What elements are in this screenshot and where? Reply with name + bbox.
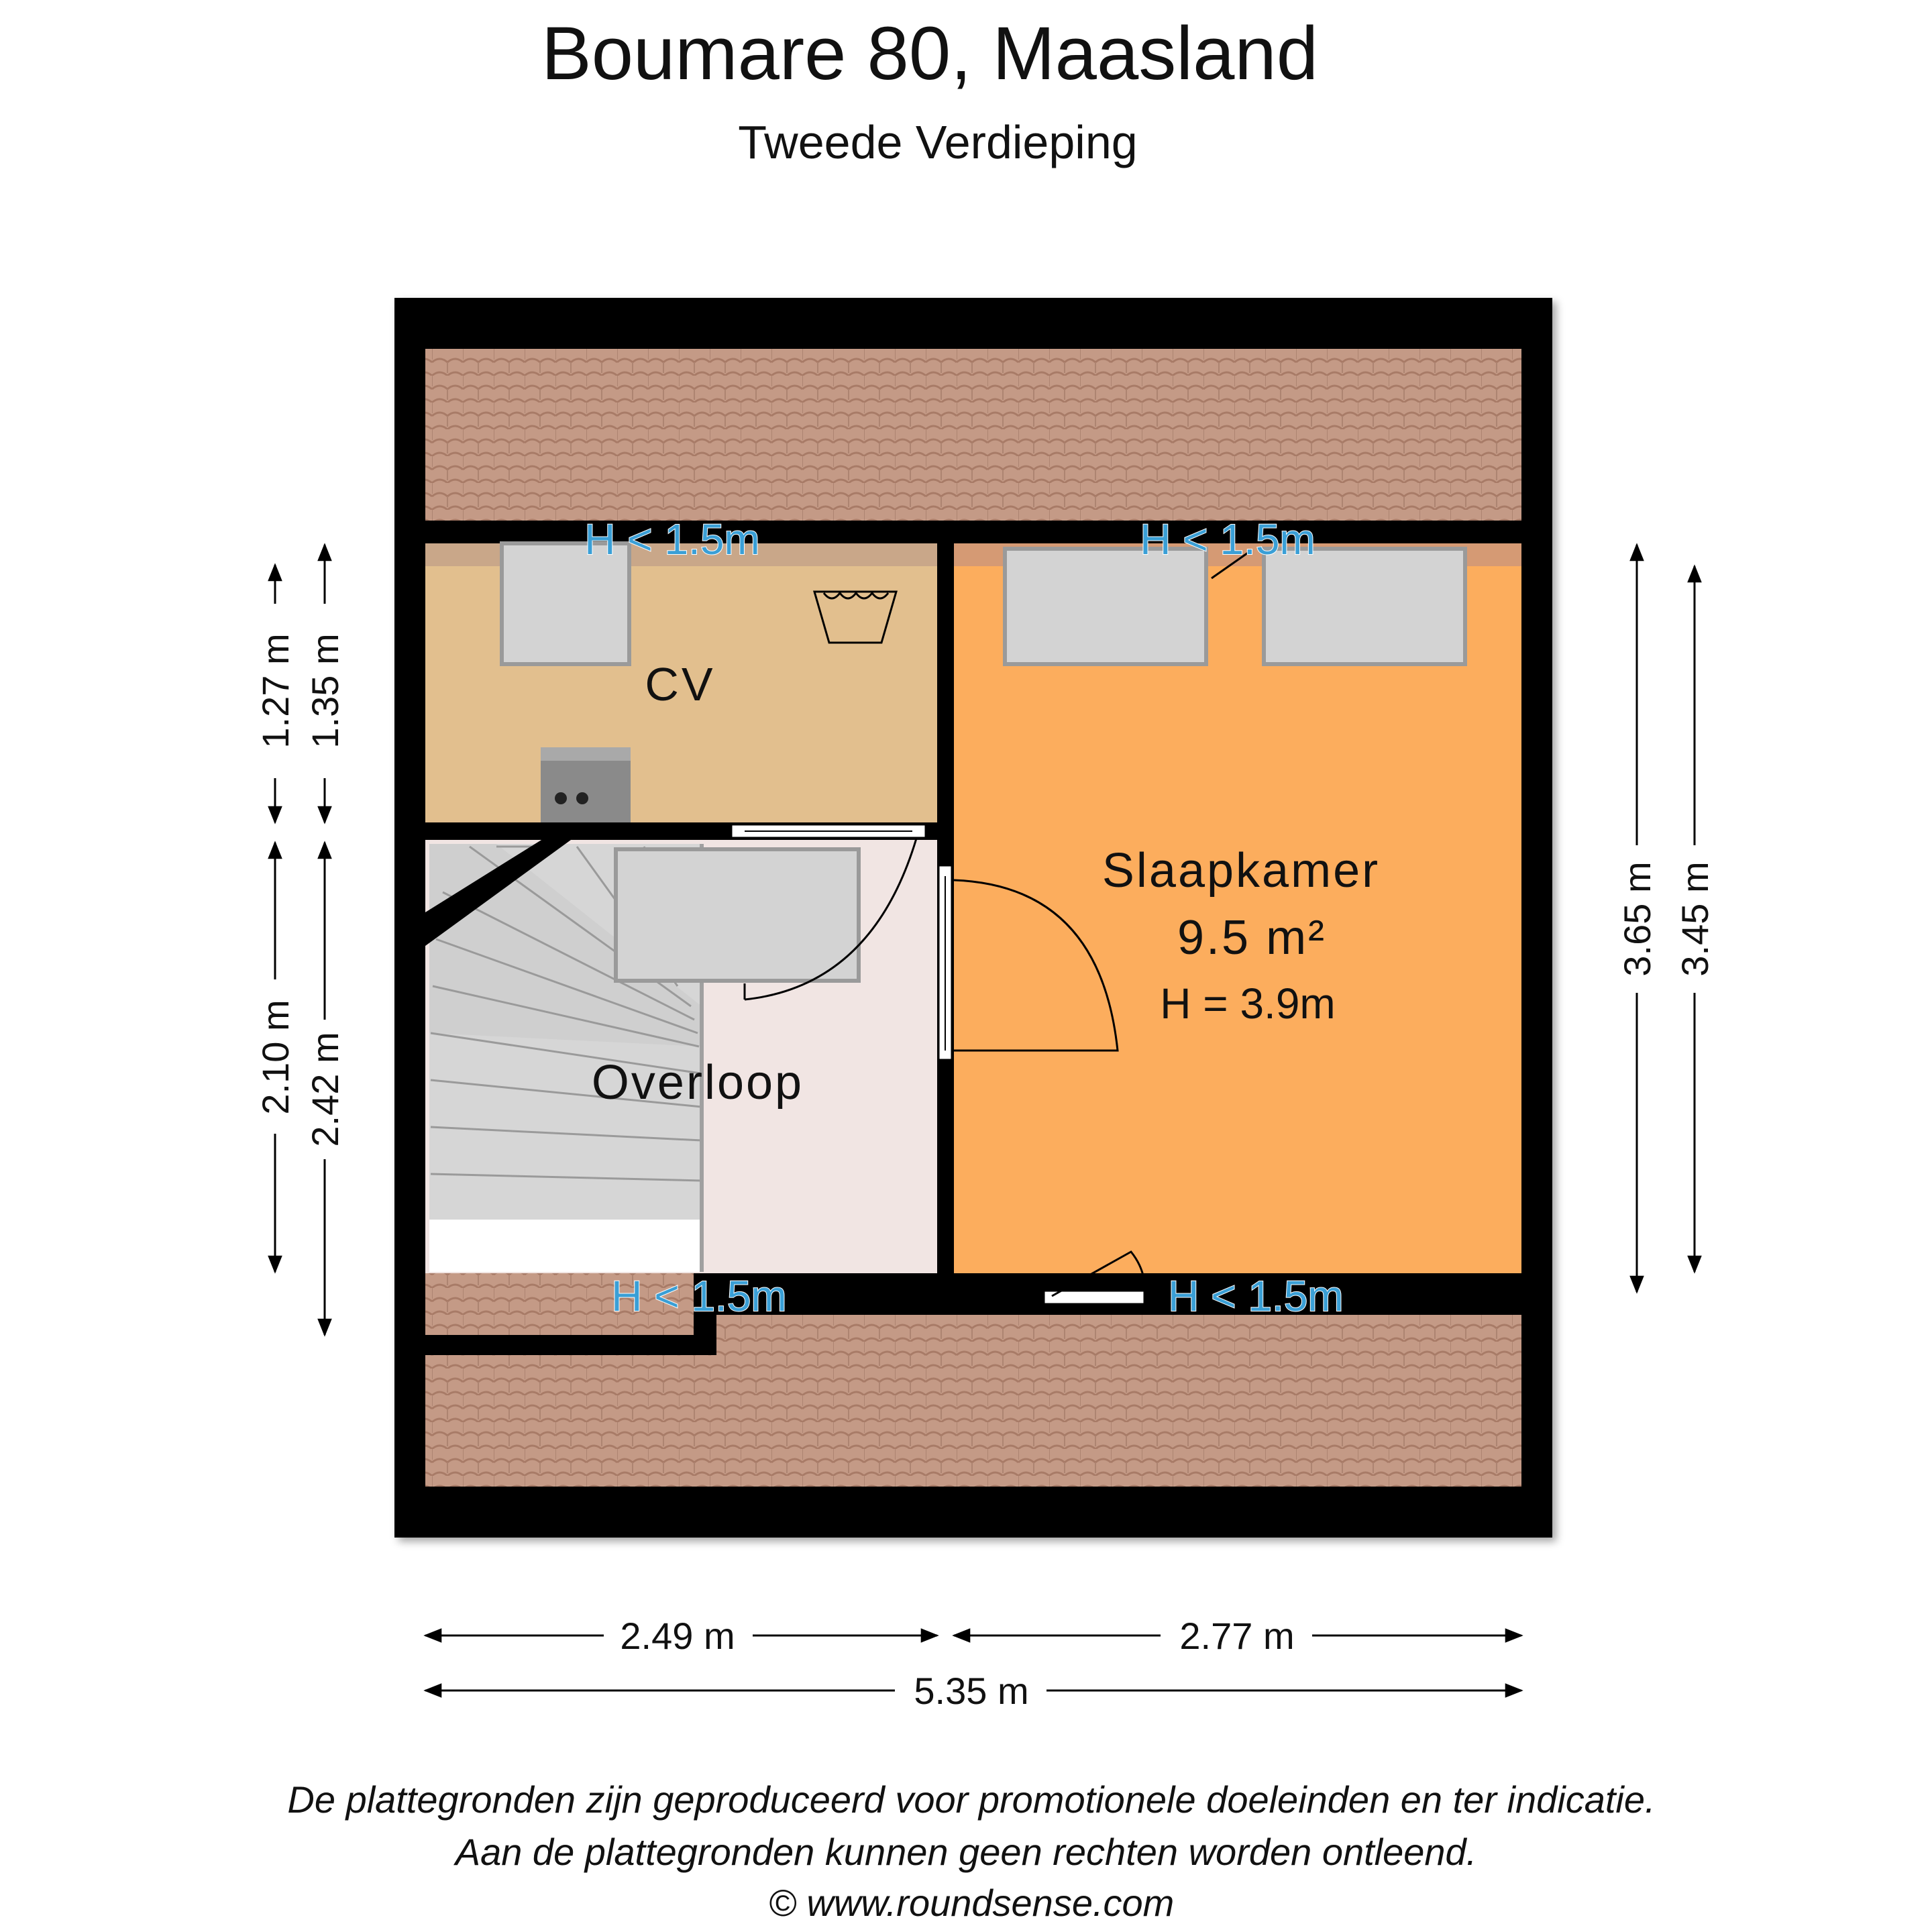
roof-window-icon	[616, 849, 859, 981]
room-label-cv: CV	[645, 658, 716, 710]
roof-top	[425, 349, 1521, 521]
room-label-overloop: Overloop	[591, 1056, 804, 1110]
room-height-slaapkamer: H = 3.9m	[1160, 979, 1336, 1028]
height-note-top-right: H < 1.5m	[1140, 515, 1316, 564]
dimension-label-left-inner-bottom: 2.42 m	[304, 1032, 346, 1147]
dimension-label-left-inner-top: 1.35 m	[304, 633, 346, 749]
height-note-bottom-right: H < 1.5m	[1168, 1272, 1344, 1320]
dimension-label-left-outer-bottom: 2.10 m	[254, 1000, 297, 1115]
height-note-top-left: H < 1.5m	[584, 515, 760, 564]
dimension-label-bottom-right: 2.77 m	[1179, 1615, 1295, 1657]
height-note-bottom-left: H < 1.5m	[611, 1272, 787, 1320]
roof-window-icon	[1005, 549, 1206, 664]
footer-copyright: © www.roundsense.com	[768, 1882, 1175, 1924]
footer-disclaimer-line2: Aan de plattegronden kunnen geen rechten worden ontleend.	[455, 1831, 1477, 1873]
dimension-label-right-inner: 3.45 m	[1674, 861, 1716, 977]
dimension-label-bottom-left: 2.49 m	[620, 1615, 735, 1657]
room-area-slaapkamer: 9.5 m²	[1177, 911, 1327, 965]
page-subtitle: Tweede Verdieping	[738, 116, 1138, 168]
room-label-slaapkamer: Slaapkamer	[1102, 844, 1381, 898]
wall-top-inner	[394, 521, 1552, 543]
roof-window-icon	[1264, 549, 1465, 664]
page-title: Boumare 80, Maasland	[541, 11, 1319, 95]
dimension-label-bottom-total: 5.35 m	[914, 1670, 1029, 1712]
wall-bottom-step	[425, 1335, 716, 1355]
dimension-label-right-outer: 3.65 m	[1616, 861, 1658, 977]
boiler-icon	[541, 747, 631, 822]
dimension-label-left-outer-top: 1.27 m	[254, 633, 297, 749]
footer-disclaimer-line1: De plattegronden zijn geproduceerd voor promotionele doeleinden en ter indicatie.	[287, 1778, 1656, 1821]
